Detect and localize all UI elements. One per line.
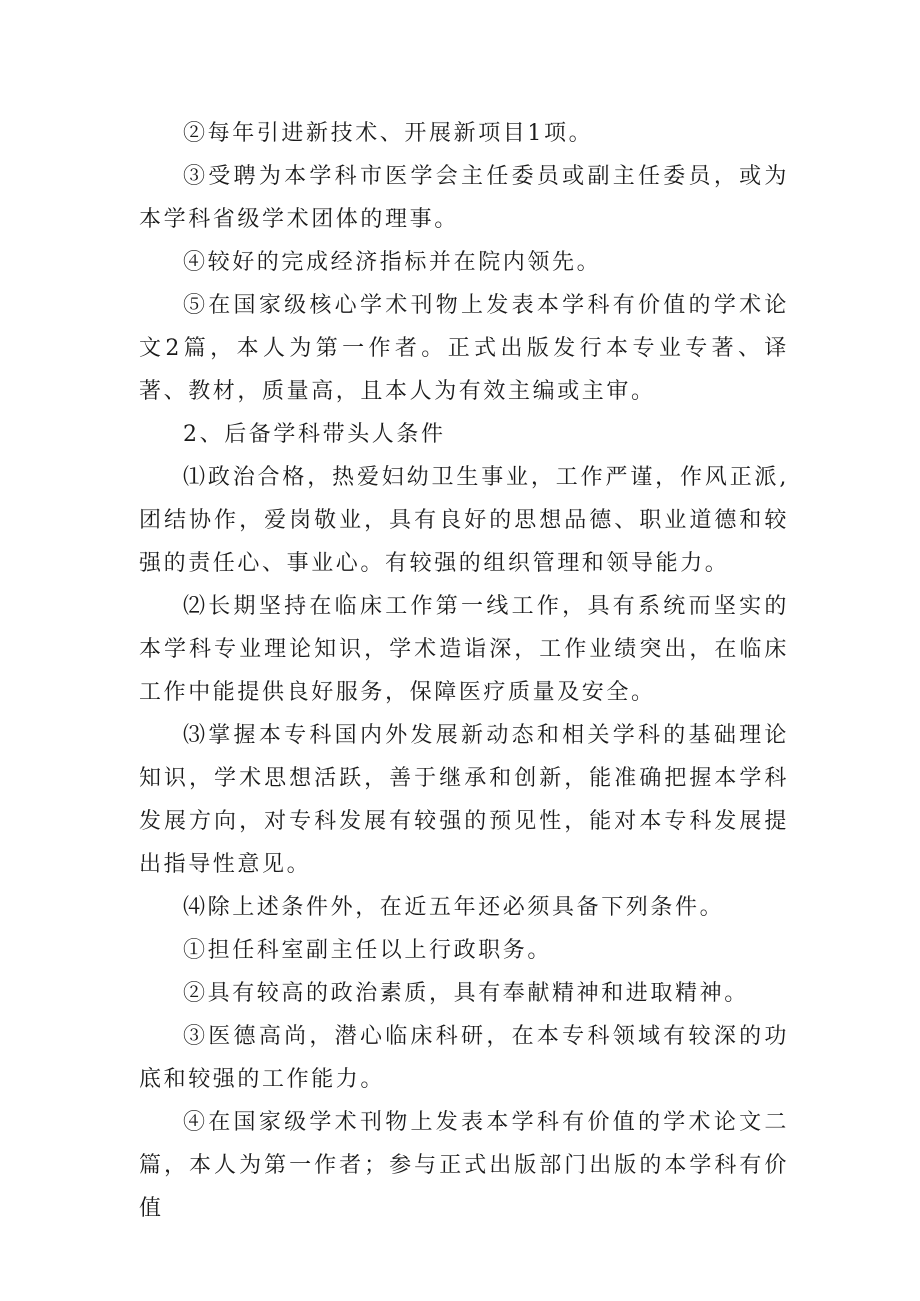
paragraph: ①担任科室副主任以上行政职务。 bbox=[183, 938, 553, 963]
paragraph: ②具有较高的政治素质，具有奉献精神和进取精神。 bbox=[183, 981, 749, 1006]
paragraph: ④在国家级学术刊物上发表本学科有价值的学术论文二篇，本人为第一作者；参与正式出版部门出版的本学科有价值 bbox=[139, 1110, 789, 1221]
paragraph: ⑤在国家级核心学术刊物上发表本学科有价值的学术论文2篇，本人为第一作者。正式出版发行本专业专著、译著、教材，质量高，且本人为有效主编或主审。 bbox=[139, 293, 789, 404]
paragraph: ③医德高尚，潜心临床科研，在本专科领域有较深的功底和较强的工作能力。 bbox=[139, 1024, 789, 1092]
paragraph: ④较好的完成经济指标并在院内领先。 bbox=[183, 250, 602, 275]
paragraph: ②每年引进新技术、开展新项目1项。 bbox=[183, 121, 594, 146]
section-heading: 2、后备学科带头人条件 bbox=[183, 422, 446, 447]
paragraph: ⑷除上述条件外，在近五年还必须具备下列条件。 bbox=[183, 895, 725, 920]
paragraph: ⑵长期坚持在临床工作第一线工作，具有系统而坚实的本学科专业理论知识，学术造诣深，工作业绩突出，在临床工作中能提供良好服务，保障医疗质量及安全。 bbox=[139, 594, 789, 705]
paragraph: ⑶掌握本专科国内外发展新动态和相关学科的基础理论知识，学术思想活跃，善于继承和创新，能准确把握本学科发展方向，对专科发展有较强的预见性，能对本专科发展提出指导性意见。 bbox=[139, 723, 789, 877]
paragraph: ③受聘为本学科市医学会主任委员或副主任委员，或为本学科省级学术团体的理事。 bbox=[139, 164, 789, 232]
document-body bbox=[139, 112, 789, 1230]
paragraph: ⑴政治合格，热爱妇幼卫生事业，工作严谨，作风正派,团结协作，爱岗敬业，具有良好的思想品德、职业道德和较强的责任心、事业心。有较强的组织管理和领导能力。 bbox=[139, 465, 789, 576]
